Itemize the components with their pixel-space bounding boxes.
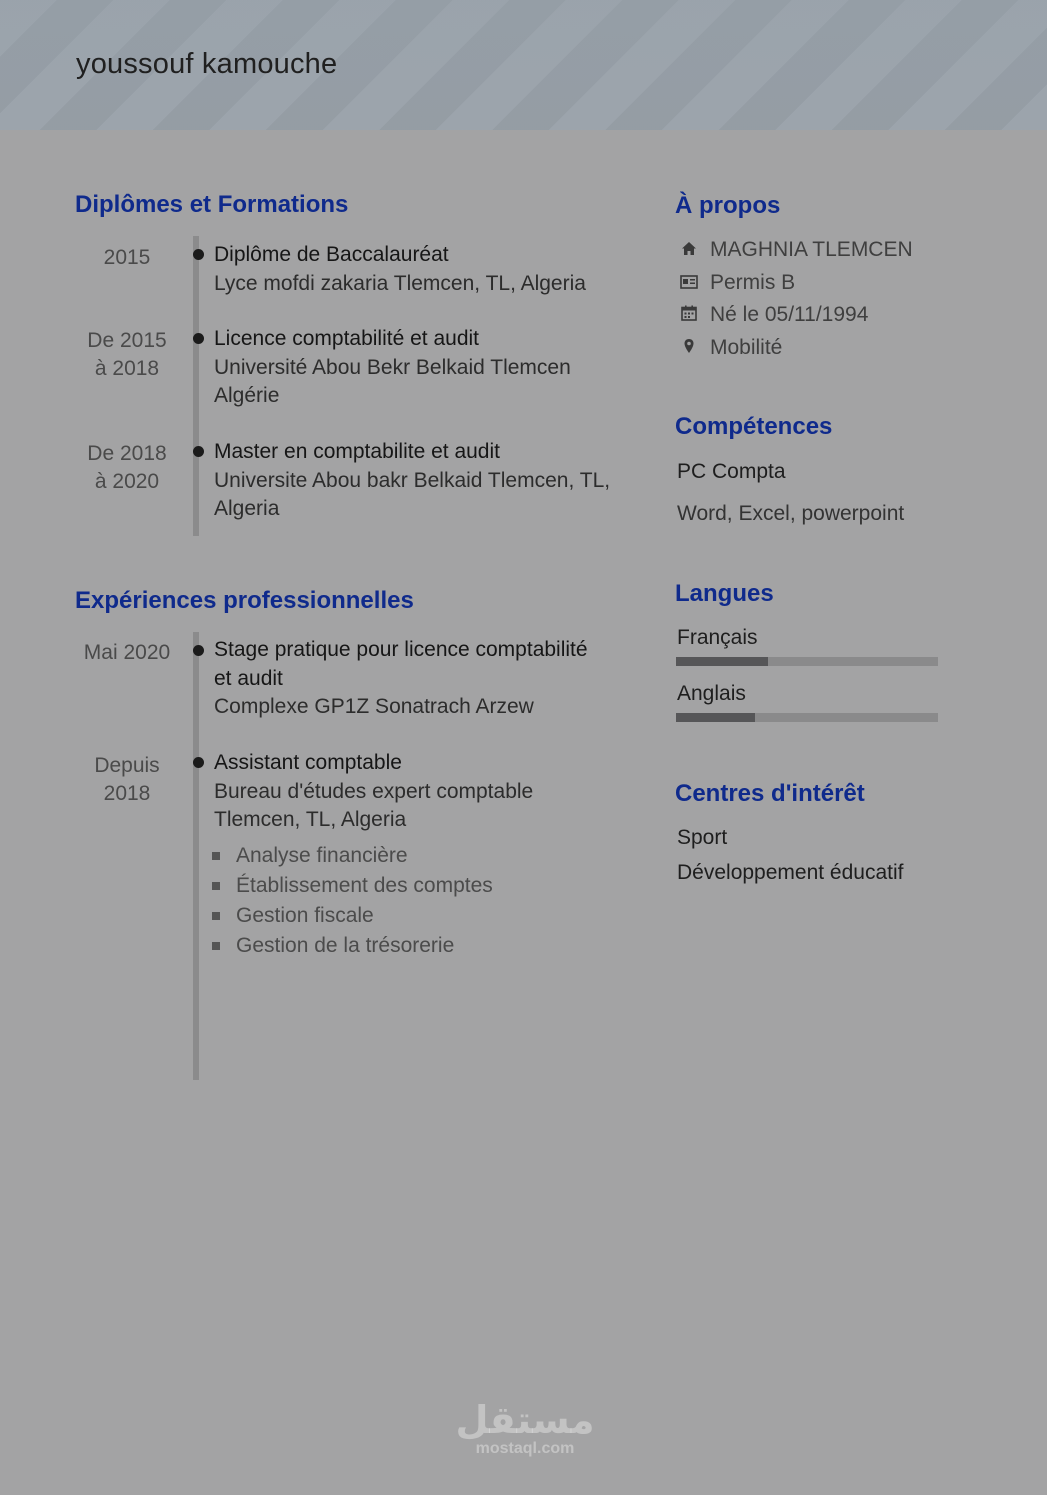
timeline-dot <box>193 446 204 457</box>
task-item: Établissement des comptes <box>212 871 493 901</box>
education-timeline-line <box>193 236 199 536</box>
timeline-dot <box>193 757 204 768</box>
square-bullet-icon <box>212 882 220 890</box>
language-level-fill <box>676 657 768 666</box>
skill-item: PC Compta <box>677 460 786 483</box>
timeline-dot <box>193 645 204 656</box>
education-date-3: De 2018 à 2020 <box>87 442 167 493</box>
skill-item: Word, Excel, powerpoint <box>677 502 905 525</box>
language-name: Anglais <box>677 682 746 705</box>
square-bullet-icon <box>212 852 220 860</box>
language-level-fill <box>676 713 755 722</box>
watermark-latin: mostaql.com <box>475 1440 575 1457</box>
education-date-1: 2015 <box>103 246 151 269</box>
language-level-bar <box>676 657 938 666</box>
location-pin-icon <box>680 338 698 358</box>
skills-section-title: Compétences <box>675 413 833 440</box>
task-item: Gestion de la trésorerie <box>212 931 493 961</box>
watermark-arabic: مستقل <box>455 1398 595 1442</box>
language-name: Français <box>677 626 758 649</box>
education-entry-3: Master en comptabilite et audit Universite Abou bakr Belkaid Tlemcen, TL, Algeria <box>214 440 611 520</box>
language-level-bar <box>676 713 938 722</box>
calendar-icon <box>680 305 698 325</box>
about-license: Permis B <box>680 271 795 295</box>
task-list <box>212 841 493 961</box>
languages-section-title: Langues <box>675 580 774 607</box>
task-item: Analyse financière <box>212 841 493 871</box>
experience-timeline-line <box>193 632 199 1080</box>
interests-section-title: Centres d'intérêt <box>675 780 865 807</box>
experience-date-1: Mai 2020 <box>83 641 171 664</box>
experience-date-2: Depuis 2018 <box>94 754 160 805</box>
timeline-dot <box>193 333 204 344</box>
interest-item: Développement éducatif <box>677 861 904 884</box>
about-address: MAGHNIA TLEMCEN <box>680 238 913 262</box>
candidate-name: youssouf kamouche <box>76 48 338 80</box>
experience-section-title: Expériences professionnelles <box>75 587 414 614</box>
education-date-2: De 2015 à 2018 <box>87 329 167 380</box>
id-card-icon <box>680 275 698 293</box>
timeline-dot <box>193 249 204 260</box>
education-entry-1: Diplôme de Baccalauréat Lyce mofdi zakaria Tlemcen, TL, Algeria <box>214 243 586 295</box>
about-mobility: Mobilité <box>680 336 782 360</box>
about-birthdate: Né le 05/11/1994 <box>680 303 868 327</box>
square-bullet-icon <box>212 912 220 920</box>
square-bullet-icon <box>212 942 220 950</box>
education-section-title: Diplômes et Formations <box>75 191 349 218</box>
task-item: Gestion fiscale <box>212 901 493 931</box>
about-section-title: À propos <box>675 192 781 219</box>
home-icon <box>680 241 698 260</box>
mostaql-watermark <box>445 1400 605 1458</box>
education-entry-2: Licence comptabilité et audit Université Abou Bekr Belkaid Tlemcen Algérie <box>214 327 571 407</box>
experience-entry-1: Stage pratique pour licence comptabilité et audit Complexe GP1Z Sonatrach Arzew <box>214 638 588 718</box>
interest-item: Sport <box>677 826 728 849</box>
experience-entry-2: Assistant comptable Bureau d'études expert comptable Tlemcen, TL, Algeria <box>214 751 534 831</box>
